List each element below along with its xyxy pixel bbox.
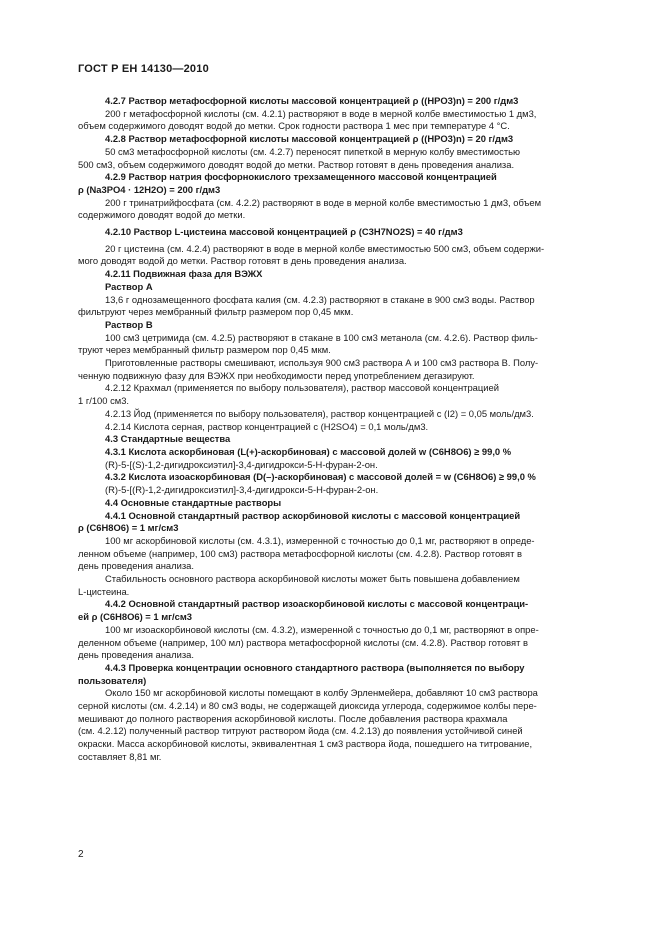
section-heading: ρ (Na3PO4 · 12H2O) = 200 г/дм3 <box>78 183 221 195</box>
paragraph-line: 500 см3, объем содержимого доводят водой до метки. Раствор готовят в день проведения анализа. <box>78 158 515 170</box>
paragraph-line: Стабильность основного раствора аскорбиновой кислоты может быть повышена добавлением <box>105 573 520 585</box>
subsection-label: Раствор В <box>105 318 153 330</box>
document-body <box>78 95 613 764</box>
paragraph-line: мешивают до полного растворения аскорбиновой кислоты. После добавления раствора крахмала <box>78 712 508 724</box>
paragraph-line: 200 г тринатрийфосфата (см. 4.2.2) растворяют в воде в мерной колбе вместимостью 1 дм3, объем <box>105 196 542 208</box>
paragraph-line: 13,6 г однозамещенного фосфата калия (см. 4.2.3) растворяют в стакане в 900 см3 воды. Раствор <box>105 293 535 305</box>
paragraph-line: 4.2.13 Йод (применяется по выбору пользователя), раствор концентрацией c (I2) = 0,05 моль/дм3. <box>105 407 534 419</box>
paragraph-line: объем содержимого доводят водой до метки. Срок годности раствора 1 мес при температуре 4 °С. <box>78 120 510 132</box>
paragraph-line: 100 мг аскорбиновой кислоты (см. 4.3.1), измеренной с точностью до 0,1 мг, растворяют в опреде- <box>105 534 535 546</box>
paragraph-line: фильтруют через мембранный фильтр размером пор 0,45 мкм. <box>78 306 354 318</box>
paragraph-line: (R)-5-[(S)-1,2-дигидроксиэтил]-3,4-дигидрокси-5-Н-фуран-2-он. <box>105 458 378 470</box>
section-heading: 4.4.3 Проверка концентрации основного стандартного раствора (выполняется по выбору <box>105 661 525 673</box>
section-heading: 4.2.10 Раствор L-цистеина массовой концентрацией ρ (C3H7NO2S) = 40 г/дм3 <box>105 226 463 238</box>
paragraph-line: 4.2.14 Кислота серная, раствор концентрацией c (H2SO4) = 0,1 моль/дм3. <box>105 420 429 432</box>
subsection-label: Раствор А <box>105 280 153 292</box>
paragraph-line: ленном объеме (например, 100 см3) раствора метафосфорной кислоты (см. 4.2.8). Раствор готовят в <box>78 547 523 559</box>
paragraph-line: составляет 8,81 мг. <box>78 750 162 762</box>
paragraph-line: серной кислоты (см. 4.2.14) и 80 см3 воды, не содержащей диоксида углерода, содержимое колбы пере- <box>78 700 537 712</box>
section-heading: 4.2.8 Раствор метафосфорной кислоты массовой концентрацией ρ ((HPO3)n) = 20 г/дм3 <box>105 133 514 145</box>
section-heading: 4.2.9 Раствор натрия фосфорнокислого трехзамещенного массовой концентрацией <box>105 171 497 183</box>
section-heading: ей ρ (C6H8O6) = 1 мг/см3 <box>78 611 193 623</box>
paragraph-line: 1 г/100 см3. <box>78 395 130 407</box>
section-heading: 4.4.2 Основной стандартный раствор изоаскорбиновой кислоты с массовой концентраци- <box>105 598 529 610</box>
paragraph-line: труют через мембранный фильтр размером пор 0,45 мкм. <box>78 344 331 356</box>
paragraph-line: содержимого доводят водой до метки. <box>78 209 246 221</box>
section-heading: 4.3.2 Кислота изоаскорбиновая (D(–)-аскорбиновая) с массовой долей = w (C6H8O6) ≥ 99,0 % <box>105 471 536 483</box>
paragraph-line: окраски. Масса аскорбиновой кислоты, эквивалентная 1 см3 раствора йода, пошедшего на титрование, <box>78 738 533 750</box>
paragraph-line: 4.2.12 Крахмал (применяется по выбору пользователя), раствор массовой концентрацией <box>105 382 499 394</box>
paragraph-line: день проведения анализа. <box>78 649 194 661</box>
paragraph-line: (см. 4.2.12) полученный раствор титруют раствором йода (см. 4.2.13) до появления устойчивой синей <box>78 725 523 737</box>
paragraph-line: день проведения анализа. <box>78 560 194 572</box>
paragraph-line: 20 г цистеина (см. 4.2.4) растворяют в воде в мерной колбе вместимостью 500 см3, объем содержи- <box>105 242 545 254</box>
paragraph-line: (R)-5-[(R)-1,2-дигидроксиэтил]-3,4-дигидрокси-5-Н-фуран-2-он. <box>105 484 379 496</box>
paragraph-line: мого доводят водой до метки. Раствор готовят в день проведения анализа. <box>78 255 407 267</box>
paragraph-line: 200 г метафосфорной кислоты (см. 4.2.1) растворяют в воде в мерной колбе вместимостью 1 дм3, <box>105 107 537 119</box>
paragraph-line: 100 мг изоаскорбиновой кислоты (см. 4.3.2), измеренной с точностью до 0,1 мг, растворяют в опре- <box>105 623 539 635</box>
paragraph-line: деленном объеме (например, 100 мл) раствора метафосфорной кислоты (см. 4.2.8). Раствор готовят в <box>78 636 528 648</box>
section-heading: ρ (C6H8O6) = 1 мг/см3 <box>78 522 179 534</box>
paragraph-line: L-цистеина. <box>78 585 130 597</box>
paragraph-line: ченную подвижную фазу для ВЭЖХ при необходимости перед употреблением дегазируют. <box>78 369 475 381</box>
section-heading: 4.3 Стандартные вещества <box>105 433 231 445</box>
paragraph-line: Около 150 мг аскорбиновой кислоты помещают в колбу Эрленмейера, добавляют 10 см3 раствора <box>105 687 538 699</box>
section-heading: 4.2.7 Раствор метафосфорной кислоты массовой концентрацией ρ ((HPO3)n) = 200 г/дм3 <box>105 95 519 106</box>
paragraph-line: 50 см3 метафосфорной кислоты (см. 4.2.7) переносят пипеткой в мерную колбу вместимостью <box>105 145 521 157</box>
section-heading: 4.3.1 Кислота аскорбиновая (L(+)-аскорбиновая) с массовой долей w (C6H8O6) ≥ 99,0 % <box>105 445 512 457</box>
section-heading: 4.4.1 Основной стандартный раствор аскорбиновой кислоты с массовой концентрацией <box>105 509 521 521</box>
section-heading: пользователя) <box>78 674 147 686</box>
document-header: ГОСТ Р ЕН 14130—2010 <box>78 63 209 75</box>
paragraph-line: 100 см3 цетримида (см. 4.2.5) растворяют в стакане в 100 см3 метанола (см. 4.2.6). Раствор филь- <box>105 331 538 343</box>
paragraph-line: Приготовленные растворы смешивают, используя 900 см3 раствора А и 100 см3 раствора В. Полу- <box>105 357 539 369</box>
section-heading: 4.4 Основные стандартные растворы <box>105 496 282 508</box>
section-heading: 4.2.11 Подвижная фаза для ВЭЖХ <box>105 268 263 280</box>
page-number: 2 <box>78 849 84 860</box>
